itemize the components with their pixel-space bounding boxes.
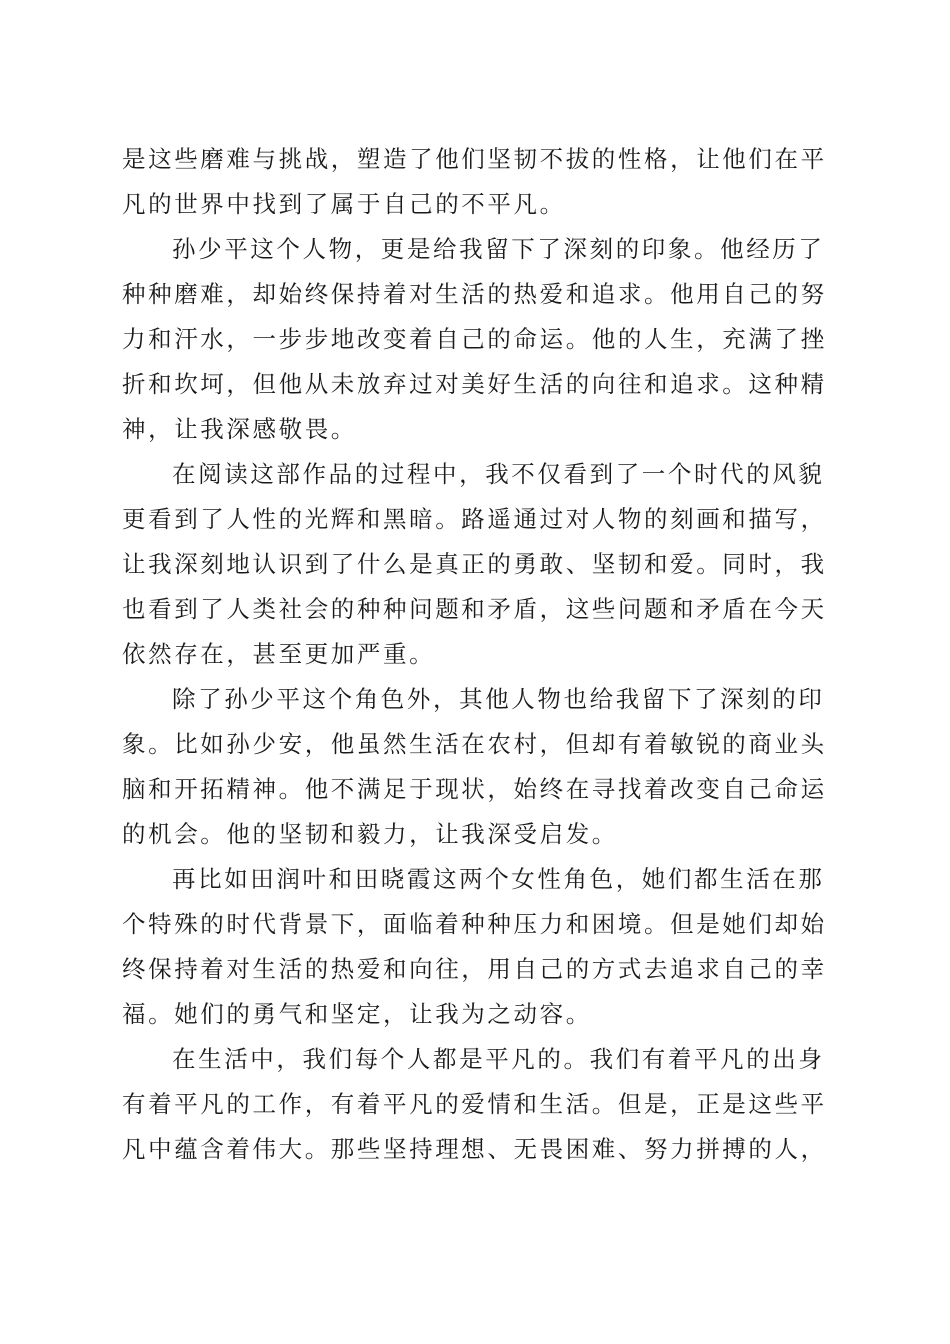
text-line: 折和坎坷，但他从未放弃过对美好生活的向往和追求。这种精 [122, 370, 827, 398]
text-line: 力和汗水，一步步地改变着自己的命运。他的人生，充满了挫 [122, 325, 827, 353]
text-line: 象。比如孙少安，他虽然生活在农村，但却有着敏锐的商业头 [122, 730, 827, 758]
text-line: 脑和开拓精神。他不满足于现状，始终在寻找着改变自己命运 [122, 775, 827, 803]
text-line: 凡中蕴含着伟大。那些坚持理想、无畏困难、努力拼搏的人， [122, 1135, 827, 1163]
text-line: 在生活中，我们每个人都是平凡的。我们有着平凡的出身 [172, 1045, 825, 1073]
paragraph-2 [122, 227, 832, 452]
text-line: 在阅读这部作品的过程中，我不仅看到了一个时代的风貌 [172, 460, 825, 488]
text-line: 是这些磨难与挑战，塑造了他们坚韧不拔的性格，让他们在平 [122, 145, 827, 173]
text-line: 除了孙少平这个角色外，其他人物也给我留下了深刻的印 [172, 685, 825, 713]
text-line: 更看到了人性的光辉和黑暗。路遥通过对人物的刻画和描写， [122, 505, 827, 533]
text-line: 终保持着对生活的热爱和向往，用自己的方式去追求自己的幸 [122, 955, 827, 983]
text-line: 的机会。他的坚韧和毅力，让我深受启发。 [122, 820, 618, 848]
text-line: 种种磨难，却始终保持着对生活的热爱和追求。他用自己的努 [122, 280, 827, 308]
text-line: 凡的世界中找到了属于自己的不平凡。 [122, 190, 566, 218]
text-line: 也看到了人类社会的种种问题和矛盾，这些问题和矛盾在今天 [122, 595, 827, 623]
text-line: 孙少平这个人物，更是给我留下了深刻的印象。他经历了 [172, 235, 825, 263]
paragraph-3 [122, 452, 832, 677]
text-line: 有着平凡的工作，有着平凡的爱情和生活。但是，正是这些平 [122, 1090, 827, 1118]
body-text [122, 137, 832, 1172]
text-line: 让我深刻地认识到了什么是真正的勇敢、坚韧和爱。同时，我 [122, 550, 827, 578]
paragraph-1 [122, 137, 832, 227]
paragraph-5 [122, 857, 832, 1037]
text-line: 再比如田润叶和田晓霞这两个女性角色，她们都生活在那 [172, 865, 825, 893]
text-line: 福。她们的勇气和坚定，让我为之动容。 [122, 1000, 592, 1028]
paragraph-4 [122, 677, 832, 857]
text-line: 神，让我深感敬畏。 [122, 415, 357, 443]
paragraph-6 [122, 1037, 832, 1172]
text-line: 个特殊的时代背景下，面临着种种压力和困境。但是她们却始 [122, 910, 827, 938]
text-line: 依然存在，甚至更加严重。 [122, 640, 436, 668]
